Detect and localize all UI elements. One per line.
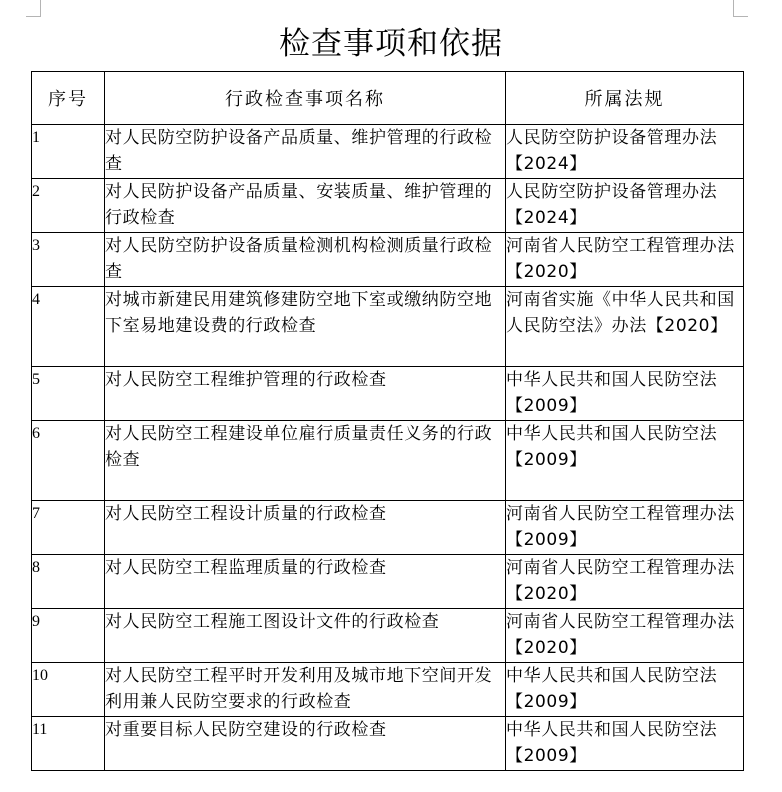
row-item: 对人民防空防护设备质量检测机构检测质量行政检查 xyxy=(105,233,506,287)
row-item: 对人民防空工程施工图设计文件的行政检查 xyxy=(105,609,506,663)
row-law: 中华人民共和国人民防空法【2009】 xyxy=(506,717,744,771)
table-row xyxy=(32,501,744,555)
header-law: 所属法规 xyxy=(506,72,744,125)
row-no: 6 xyxy=(32,421,105,501)
table-row xyxy=(32,555,744,609)
row-no: 7 xyxy=(32,501,105,555)
row-no: 9 xyxy=(32,609,105,663)
header-item: 行政检查事项名称 xyxy=(105,72,506,125)
row-law: 河南省人民防空工程管理办法【2020】 xyxy=(506,233,744,287)
row-law: 中华人民共和国人民防空法【2009】 xyxy=(506,421,744,501)
row-no: 3 xyxy=(32,233,105,287)
table-header-row xyxy=(32,72,744,125)
page-corner-mark-left xyxy=(26,0,41,17)
table-row xyxy=(32,609,744,663)
row-no: 11 xyxy=(32,717,105,771)
row-no: 1 xyxy=(32,125,105,179)
row-no: 4 xyxy=(32,287,105,367)
row-law: 人民防空防护设备管理办法【2024】 xyxy=(506,179,744,233)
page-corner-mark-right xyxy=(733,0,748,17)
row-no: 2 xyxy=(32,179,105,233)
row-item: 对人民防护设备产品质量、安装质量、维护管理的行政检查 xyxy=(105,179,506,233)
row-item: 对人民防空工程建设单位雇行质量责任义务的行政检查 xyxy=(105,421,506,501)
row-item: 对城市新建民用建筑修建防空地下室或缴纳防空地下室易地建设费的行政检查 xyxy=(105,287,506,367)
row-item: 对重要目标人民防空建设的行政检查 xyxy=(105,717,506,771)
row-law: 河南省实施《中华人民共和国人民防空法》办法【2020】 xyxy=(506,287,744,367)
table-row xyxy=(32,717,744,771)
row-law: 河南省人民防空工程管理办法【2020】 xyxy=(506,555,744,609)
row-no: 10 xyxy=(32,663,105,717)
row-law: 人民防空防护设备管理办法【2024】 xyxy=(506,125,744,179)
row-law: 河南省人民防空工程管理办法【2009】 xyxy=(506,501,744,555)
row-no: 5 xyxy=(32,367,105,421)
header-no: 序号 xyxy=(32,72,105,125)
row-item: 对人民防空工程平时开发利用及城市地下空间开发利用兼人民防空要求的行政检查 xyxy=(105,663,506,717)
row-item: 对人民防空工程监理质量的行政检查 xyxy=(105,555,506,609)
row-item: 对人民防空工程维护管理的行政检查 xyxy=(105,367,506,421)
row-no: 8 xyxy=(32,555,105,609)
row-law: 中华人民共和国人民防空法【2009】 xyxy=(506,663,744,717)
table-row xyxy=(32,367,744,421)
row-item: 对人民防空防护设备产品质量、维护管理的行政检查 xyxy=(105,125,506,179)
table-row xyxy=(32,125,744,179)
table-row xyxy=(32,179,744,233)
table-row xyxy=(32,287,744,367)
row-law: 河南省人民防空工程管理办法【2020】 xyxy=(506,609,744,663)
table-row xyxy=(32,233,744,287)
inspection-table xyxy=(31,71,744,771)
document-title: 检查事项和依据 xyxy=(279,26,503,62)
table-row xyxy=(32,663,744,717)
row-item: 对人民防空工程设计质量的行政检查 xyxy=(105,501,506,555)
table-row xyxy=(32,421,744,501)
row-law: 中华人民共和国人民防空法【2009】 xyxy=(506,367,744,421)
